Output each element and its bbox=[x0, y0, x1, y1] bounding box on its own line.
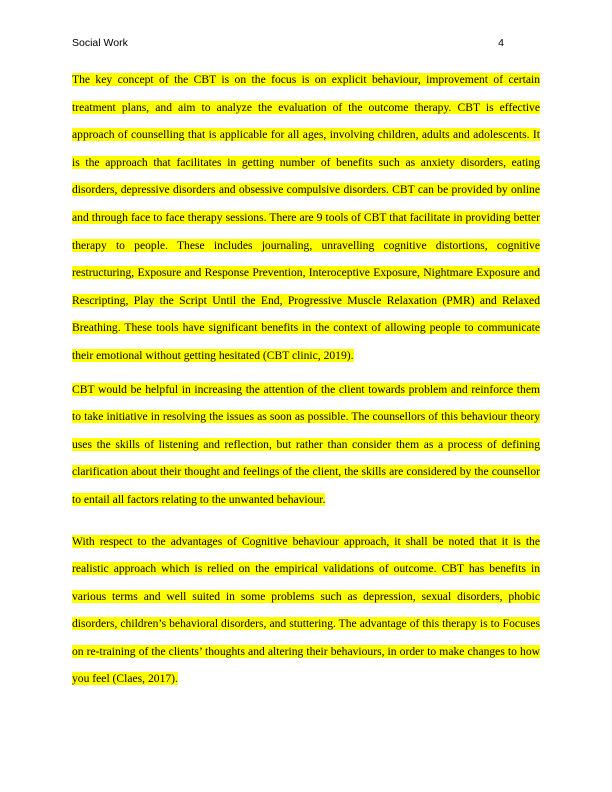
paragraph-cbt-key-concept bbox=[72, 66, 540, 370]
highlighted-text: With respect to the advantages of Cognitive behaviour approach, it shall be noted that it is the realistic approach which is relied on the empirical validations of outcome. CBT has benefits in various terms and well suited in some problems such as depression, sexual disorders, phobic disorders, children’s behavioral disorders, and stuttering. The advantage of this therapy is to Focuses on re-training of the clients’ thoughts and altering their behaviours, in order to make changes to how you feel (Claes, 2017). bbox=[72, 534, 540, 686]
paragraph-cbt-helpfulness bbox=[72, 376, 540, 514]
page-number: 4 bbox=[498, 37, 504, 49]
highlighted-text: CBT would be helpful in increasing the attention of the client towards problem and reinforce them to take initiative in resolving the issues as soon as possible. The counsellors of this behaviour theory uses the skills of listening and reflection, but rather than consider them as a process of defining clarification about their thought and feelings of the client, the skills are considered by the counsellor to entail all factors relating to the unwanted behaviour. bbox=[72, 382, 540, 506]
paragraph-cbt-advantages bbox=[72, 528, 540, 694]
running-head: Social Work bbox=[72, 37, 128, 49]
page-header bbox=[72, 37, 540, 51]
document-body bbox=[72, 66, 540, 693]
highlighted-text: The key concept of the CBT is on the focus is on explicit behaviour, improvement of certain treatment plans, and aim to analyze the evaluation of the outcome therapy. CBT is effective approach of counselling that is applicable for all ages, involving children, adults and adolescents. It is the approach that facilitates in getting number of benefits such as anxiety disorders, eating disorders, depressive disorders and obsessive compulsive disorders. CBT can be provided by online and through face to face therapy sessions. There are 9 tools of CBT that facilitate in providing better therapy to people. These includes journaling, unravelling cognitive distortions, cognitive restructuring, Exposure and Response Prevention, Interoceptive Exposure, Nightmare Exposure and Rescripting, Play the Script Until the End, Progressive Muscle Relaxation (PMR) and Relaxed Breathing. These tools have significant benefits in the context of allowing people to communicate their emotional without getting hesitated (CBT clinic, 2019). bbox=[72, 73, 540, 362]
